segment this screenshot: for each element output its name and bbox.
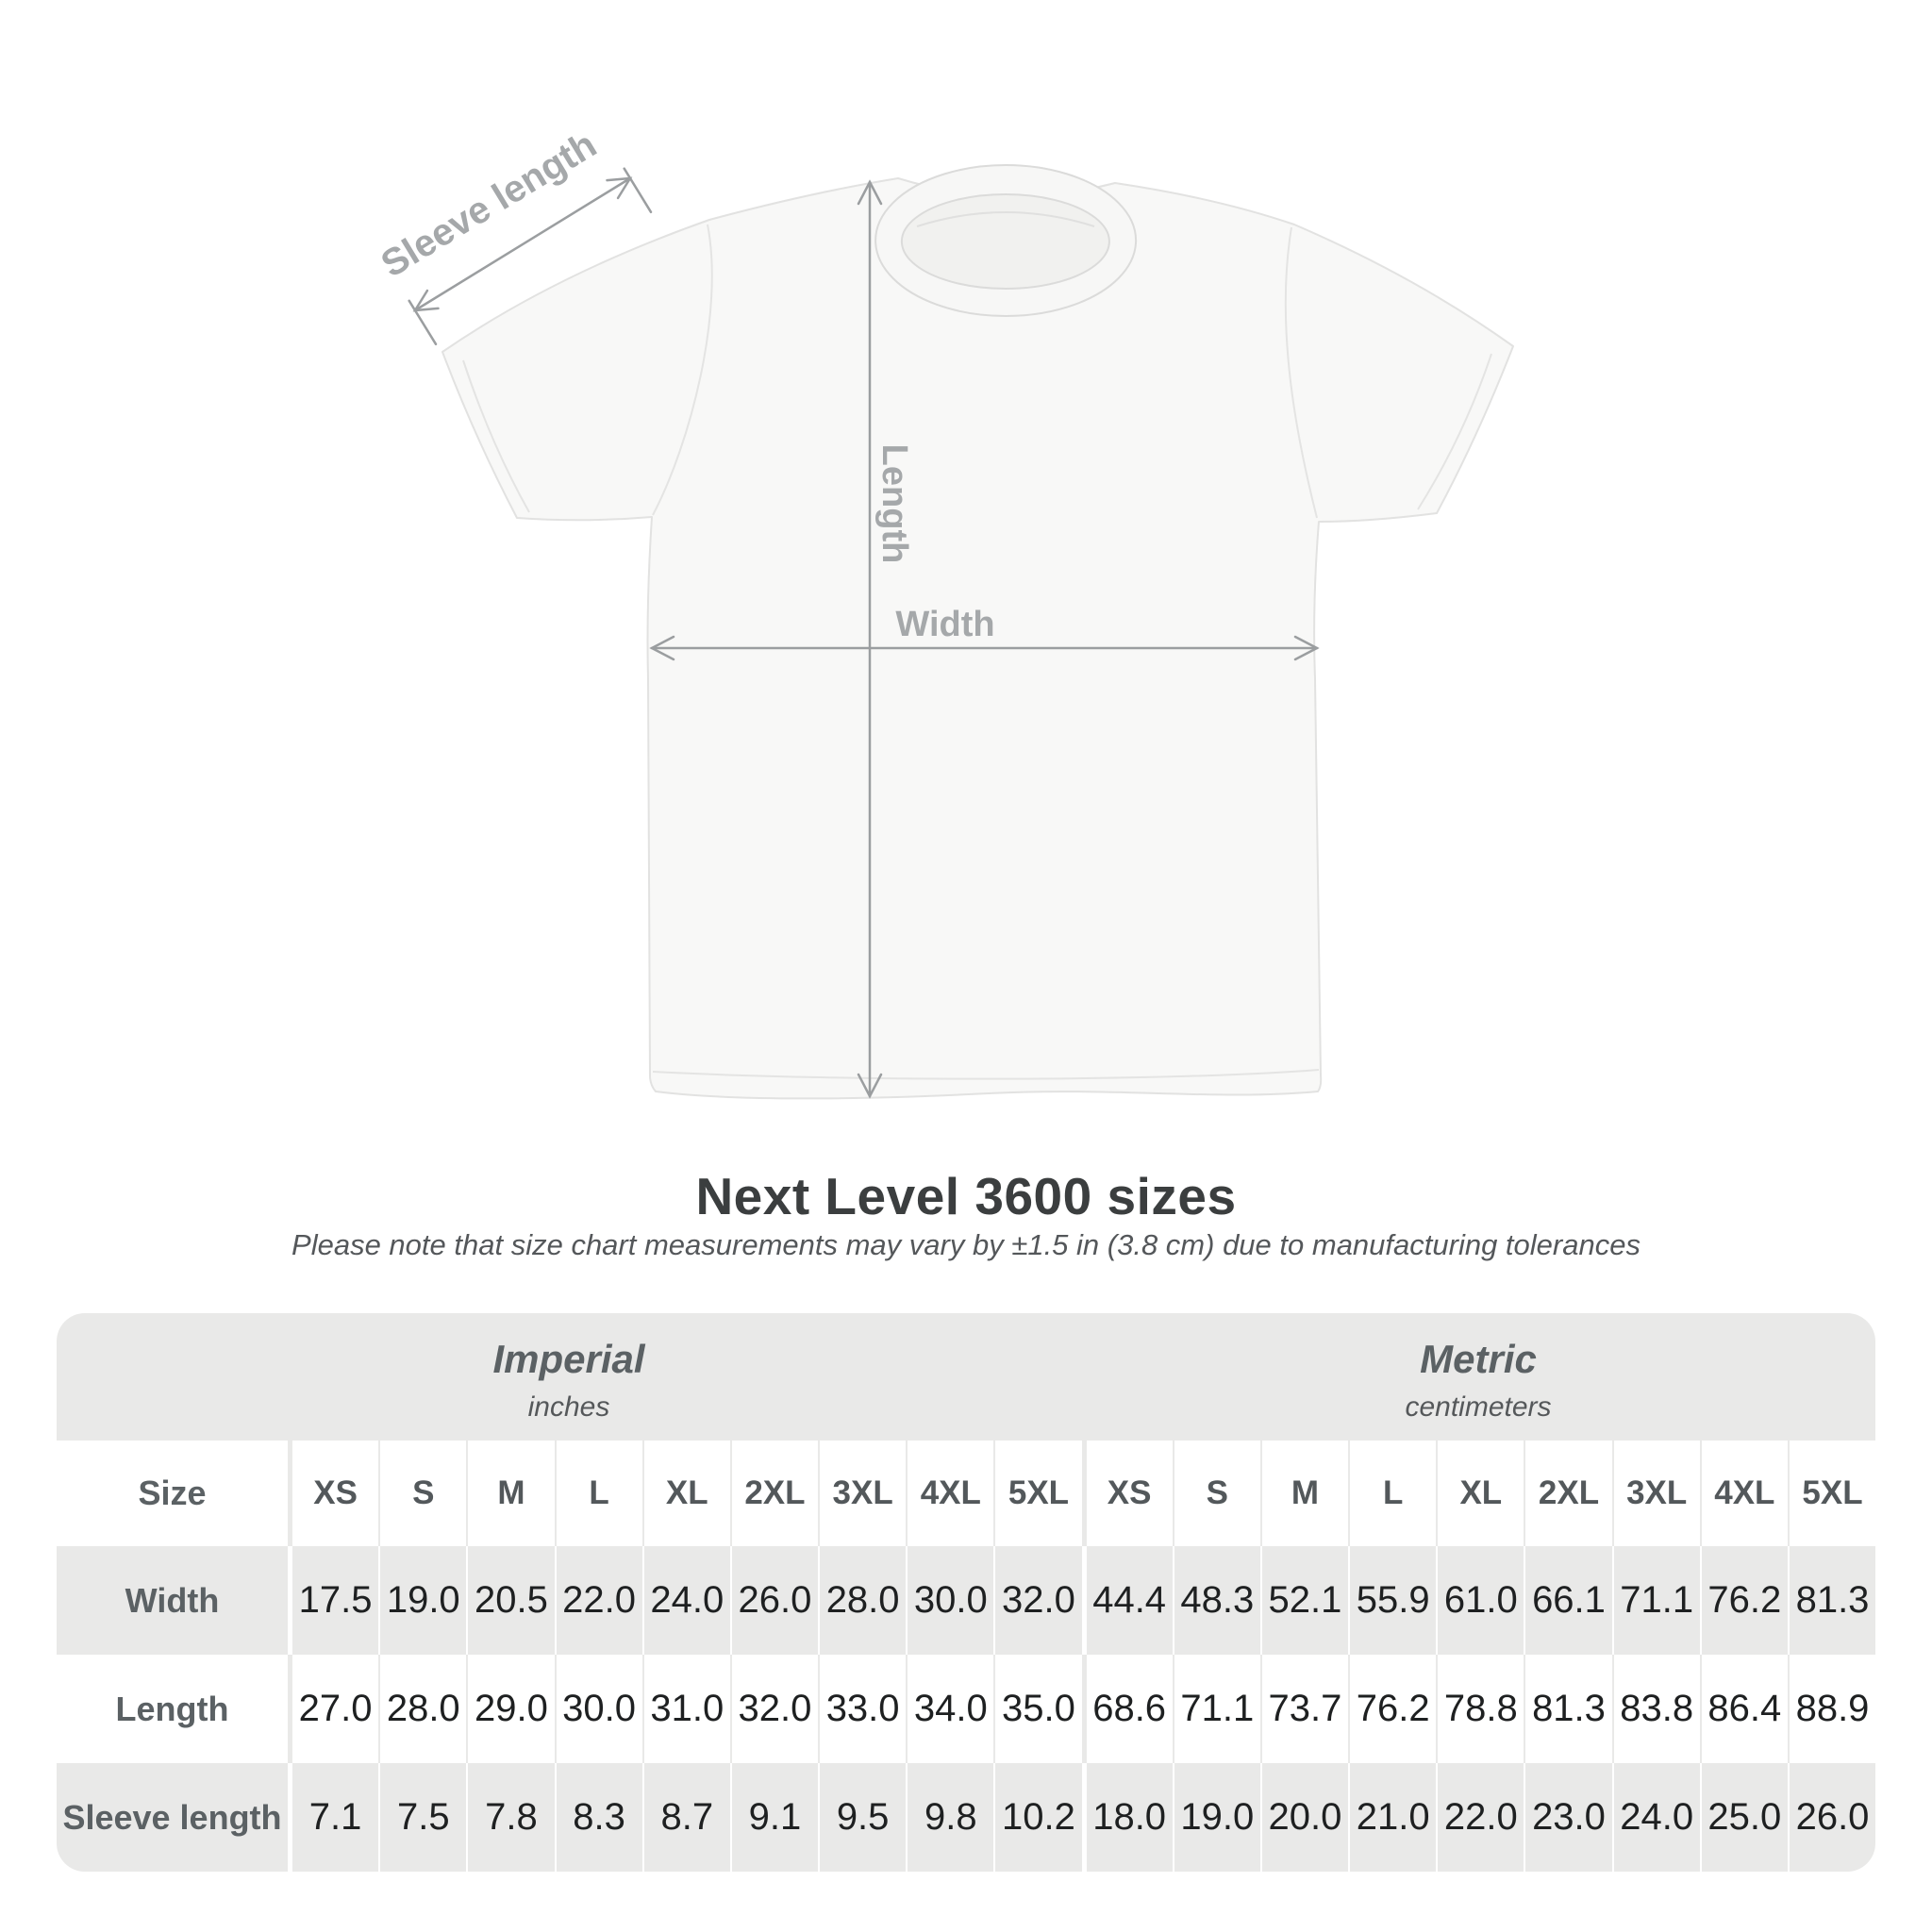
- size-column-header: XS: [288, 1441, 378, 1546]
- size-table: [57, 1313, 1875, 1872]
- metric-group-header: [1081, 1313, 1875, 1441]
- table-row-length: [57, 1655, 1875, 1763]
- value-cell: 20.5: [466, 1546, 554, 1655]
- value-cell: 30.0: [555, 1655, 642, 1763]
- size-column-header: S: [1173, 1441, 1260, 1546]
- metric-unit: centimeters: [1405, 1391, 1552, 1423]
- unit-group-row: [57, 1313, 1875, 1441]
- size-column-header: 2XL: [1524, 1441, 1611, 1546]
- value-cell: 81.3: [1788, 1546, 1875, 1655]
- value-cell: 81.3: [1524, 1655, 1611, 1763]
- value-cell: 27.0: [288, 1655, 378, 1763]
- value-cell: 25.0: [1700, 1763, 1788, 1872]
- row-label: Length: [115, 1689, 229, 1728]
- imperial-group-header: [57, 1313, 1081, 1441]
- value-cell: 55.9: [1348, 1546, 1436, 1655]
- value-cell: 61.0: [1436, 1546, 1524, 1655]
- value-cell: 32.0: [730, 1655, 818, 1763]
- imperial-label: Imperial: [492, 1336, 645, 1381]
- value-cell: 86.4: [1700, 1655, 1788, 1763]
- value-cell: 48.3: [1173, 1546, 1260, 1655]
- value-cell: 44.4: [1082, 1546, 1173, 1655]
- value-cell: 19.0: [1173, 1763, 1260, 1872]
- value-cell: 22.0: [1436, 1763, 1524, 1872]
- value-cell: 28.0: [378, 1655, 466, 1763]
- sleeve-extension-tick-top: [625, 169, 651, 212]
- value-cell: 18.0: [1082, 1763, 1173, 1872]
- sleeve-extension-tick-bottom: [409, 301, 436, 344]
- value-cell: 7.5: [378, 1763, 466, 1872]
- size-column-header: XL: [642, 1441, 730, 1546]
- size-column-header: 5XL: [993, 1441, 1081, 1546]
- value-cell: 8.7: [642, 1763, 730, 1872]
- value-cell: 30.0: [906, 1546, 993, 1655]
- size-header-cell: Size: [138, 1474, 207, 1512]
- size-column-header: 3XL: [1612, 1441, 1700, 1546]
- size-column-header: 4XL: [1700, 1441, 1788, 1546]
- value-cell: 19.0: [378, 1546, 466, 1655]
- value-cell: 21.0: [1348, 1763, 1436, 1872]
- value-cell: 24.0: [642, 1546, 730, 1655]
- value-cell: 31.0: [642, 1655, 730, 1763]
- value-cell: 52.1: [1260, 1546, 1348, 1655]
- table-row-sleeve-length: [57, 1763, 1875, 1872]
- tolerance-note: Please note that size chart measurements may vary by ±1.5 in (3.8 cm) due to manufacturing tolerances: [291, 1228, 1641, 1261]
- value-cell: 76.2: [1348, 1655, 1436, 1763]
- value-cell: 83.8: [1612, 1655, 1700, 1763]
- size-column-header: 4XL: [906, 1441, 993, 1546]
- value-cell: 33.0: [818, 1655, 906, 1763]
- value-cell: 17.5: [288, 1546, 378, 1655]
- size-column-header: XS: [1082, 1441, 1173, 1546]
- row-label: Width: [125, 1580, 220, 1620]
- value-cell: 78.8: [1436, 1655, 1524, 1763]
- value-cell: 71.1: [1612, 1546, 1700, 1655]
- value-cell: 35.0: [993, 1655, 1081, 1763]
- value-cell: 9.1: [730, 1763, 818, 1872]
- value-cell: 71.1: [1173, 1655, 1260, 1763]
- metric-label: Metric: [1420, 1336, 1537, 1381]
- width-label: Width: [895, 605, 995, 644]
- page-title: Next Level 3600 sizes: [695, 1167, 1237, 1225]
- length-label: Length: [874, 443, 914, 564]
- value-cell: 9.8: [906, 1763, 993, 1872]
- size-column-header: S: [378, 1441, 466, 1546]
- value-cell: 34.0: [906, 1655, 993, 1763]
- value-cell: 76.2: [1700, 1546, 1788, 1655]
- value-cell: 68.6: [1082, 1655, 1173, 1763]
- value-cell: 8.3: [555, 1763, 642, 1872]
- size-column-header: 5XL: [1788, 1441, 1875, 1546]
- size-column-header: 3XL: [818, 1441, 906, 1546]
- size-column-header: XL: [1436, 1441, 1524, 1546]
- size-header-row: [57, 1441, 1875, 1546]
- value-cell: 32.0: [993, 1546, 1081, 1655]
- value-cell: 88.9: [1788, 1655, 1875, 1763]
- row-label: Sleeve length: [62, 1797, 282, 1837]
- value-cell: 73.7: [1260, 1655, 1348, 1763]
- size-column-header: M: [466, 1441, 554, 1546]
- imperial-unit: inches: [527, 1391, 610, 1423]
- value-cell: 26.0: [1788, 1763, 1875, 1872]
- value-cell: 9.5: [818, 1763, 906, 1872]
- size-column-header: L: [555, 1441, 642, 1546]
- size-column-header: L: [1348, 1441, 1436, 1546]
- value-cell: 66.1: [1524, 1546, 1611, 1655]
- value-cell: 22.0: [555, 1546, 642, 1655]
- value-cell: 26.0: [730, 1546, 818, 1655]
- value-cell: 20.0: [1260, 1763, 1348, 1872]
- size-column-header: M: [1260, 1441, 1348, 1546]
- value-cell: 23.0: [1524, 1763, 1611, 1872]
- value-cell: 7.8: [466, 1763, 554, 1872]
- size-column-header: 2XL: [730, 1441, 818, 1546]
- value-cell: 28.0: [818, 1546, 906, 1655]
- value-cell: 29.0: [466, 1655, 554, 1763]
- value-cell: 7.1: [288, 1763, 378, 1872]
- value-cell: 24.0: [1612, 1763, 1700, 1872]
- sleeve-length-label: Sleeve length: [374, 124, 604, 286]
- table-row-width: [57, 1546, 1875, 1655]
- value-cell: 10.2: [993, 1763, 1081, 1872]
